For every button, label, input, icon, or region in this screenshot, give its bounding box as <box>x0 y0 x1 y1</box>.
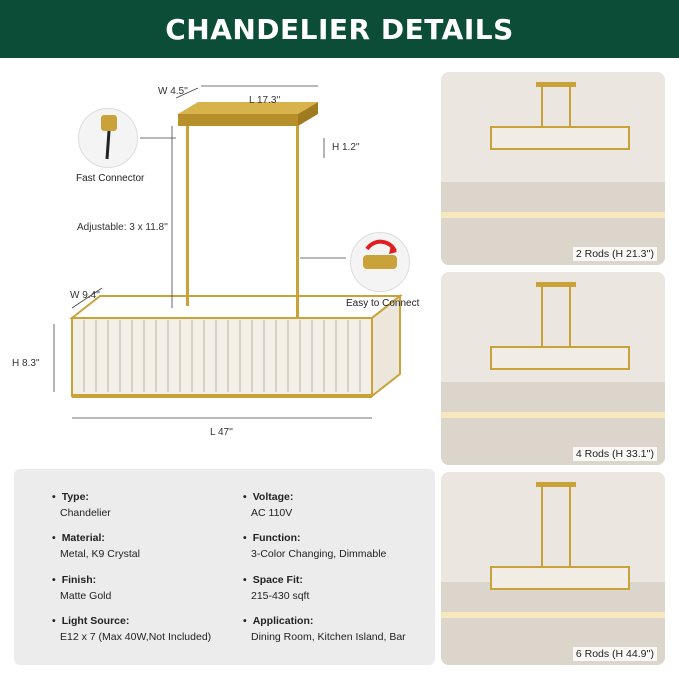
dim-length-canopy: L 17.3'' <box>249 95 281 106</box>
spec-application: • Application: Dining Room, Kitchen Island, Bar <box>243 615 406 643</box>
photo-caption: 6 Rods (H 44.9'') <box>573 647 657 661</box>
spec-type: • Type: Chandelier <box>52 491 111 519</box>
spec-voltage: • Voltage: AC 110V <box>243 491 293 519</box>
photo-2-rods <box>441 72 665 265</box>
connect-arrow-icon <box>351 233 409 291</box>
fast-connector-image <box>78 108 138 168</box>
kitchen-scene <box>441 472 665 665</box>
spec-space-fit: • Space Fit: 215-430 sqft <box>243 574 309 602</box>
spec-material: • Material: Metal, K9 Crystal <box>52 532 140 560</box>
dim-height-body: H 8.3'' <box>12 358 40 369</box>
page-title: CHANDELIER DETAILS <box>165 12 514 46</box>
dim-height-canopy: H 1.2'' <box>332 142 360 153</box>
photo-caption: 2 Rods (H 21.3'') <box>573 247 657 261</box>
kitchen-scene <box>441 72 665 265</box>
spec-light-source: • Light Source: E12 x 7 (Max 40W,Not Included) <box>52 615 211 643</box>
dim-length-body: L 47'' <box>210 427 233 438</box>
header-banner <box>0 0 679 58</box>
photo-6-rods <box>441 472 665 665</box>
connector-icon <box>79 109 137 167</box>
spec-function: • Function: 3-Color Changing, Dimmable <box>243 532 386 560</box>
easy-connect-label: Easy to Connect <box>346 298 420 309</box>
dim-width-canopy: W 4.5'' <box>158 86 188 97</box>
fast-connector-label: Fast Connector <box>76 173 145 184</box>
easy-connect-image <box>350 232 410 292</box>
dim-adjustable: Adjustable: 3 x 11.8'' <box>77 222 168 233</box>
specs-panel <box>14 469 435 665</box>
spec-finish: • Finish: Matte Gold <box>52 574 111 602</box>
photo-caption: 4 Rods (H 33.1'') <box>573 447 657 461</box>
kitchen-scene <box>441 272 665 465</box>
photo-4-rods <box>441 272 665 465</box>
dim-width-body: W 9.4'' <box>70 290 100 301</box>
